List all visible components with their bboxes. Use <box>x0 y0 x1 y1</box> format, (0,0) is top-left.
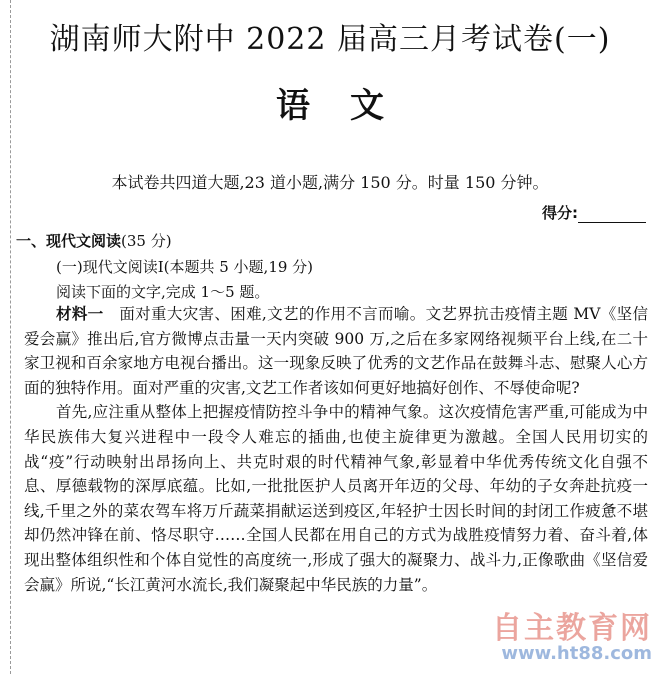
material-label: 材料一 <box>56 305 104 323</box>
reading-instruction: 阅读下面的文字,完成 1～5 题。 <box>56 283 270 301</box>
subject-title: 语文 <box>276 86 424 126</box>
exam-info: 本试卷共四道大题,23 道小题,满分 150 分。时量 150 分钟。 <box>111 173 549 192</box>
watermark-text: 自主教育网 <box>492 611 652 646</box>
watermark-url: www.ht88.com <box>501 643 652 664</box>
subsection-heading: (一)现代文阅读Ⅰ(本题共 5 小题,19 分) <box>56 258 314 276</box>
score-label: 得分: <box>542 204 578 222</box>
section-heading-title: 一、现代文阅读 <box>16 232 122 250</box>
material-paragraph-2: 首先,应注重从整体上把握疫情防控斗争中的精神气象。这次疫情危害严重,可能成为中华民族伟大复兴进程中一段令人难忘的插曲,也使主旋律更为激越。全国人民用切实的战“疫”行动映射出昂扬向上、共克时艰的时代精神气象,彰显着中华优秀传统文化自强不息、厚德载物的深厚底蕴。比如,一批批医护人员离开年迈的父母、年幼的子女奔赴抗疫一线,千里之外的菜农驾车将万斤蔬菜捐献运送到疫区,年轻护士因长时间的封闭工作疲惫不堪却仍然冲锋在前、恪尽职守……全国人民都在用自己的方式为战胜疫情努力着、奋斗着,体现出整体组织性和个体自觉性的高度统一,形成了强大的凝聚力、战斗力,正像歌曲《坚信爱会赢》所说,“长江黄河水流长,我们凝聚起中华民族的力量”。 <box>24 403 648 594</box>
watermark-logo <box>492 603 652 664</box>
reading-material <box>24 302 648 597</box>
material-paragraph-1-text: 面对重大灾害、困难,文艺的作用不言而喻。文艺界抗击疫情主题 MV《坚信爱会赢》推出后,官方微博点击量一天内突破 900 万,之后在多家网络视频平台上线,在二十家卫视和百余家地方电视台播出。这一现象反映了优秀的文艺作品在鼓舞斗志、慰聚人心方面的独特作用。面对严重的灾害,文艺工作者该如何更好地搞好创作、不辱使命呢? <box>24 305 649 397</box>
exam-title: 湖南师大附中 2022 届高三月考试卷(一) <box>49 22 611 57</box>
section-points: (35 分) <box>121 232 172 250</box>
score-blank[interactable] <box>578 208 646 223</box>
score-field <box>542 202 646 223</box>
section-heading <box>16 230 172 251</box>
material-paragraph-1 <box>24 302 648 400</box>
